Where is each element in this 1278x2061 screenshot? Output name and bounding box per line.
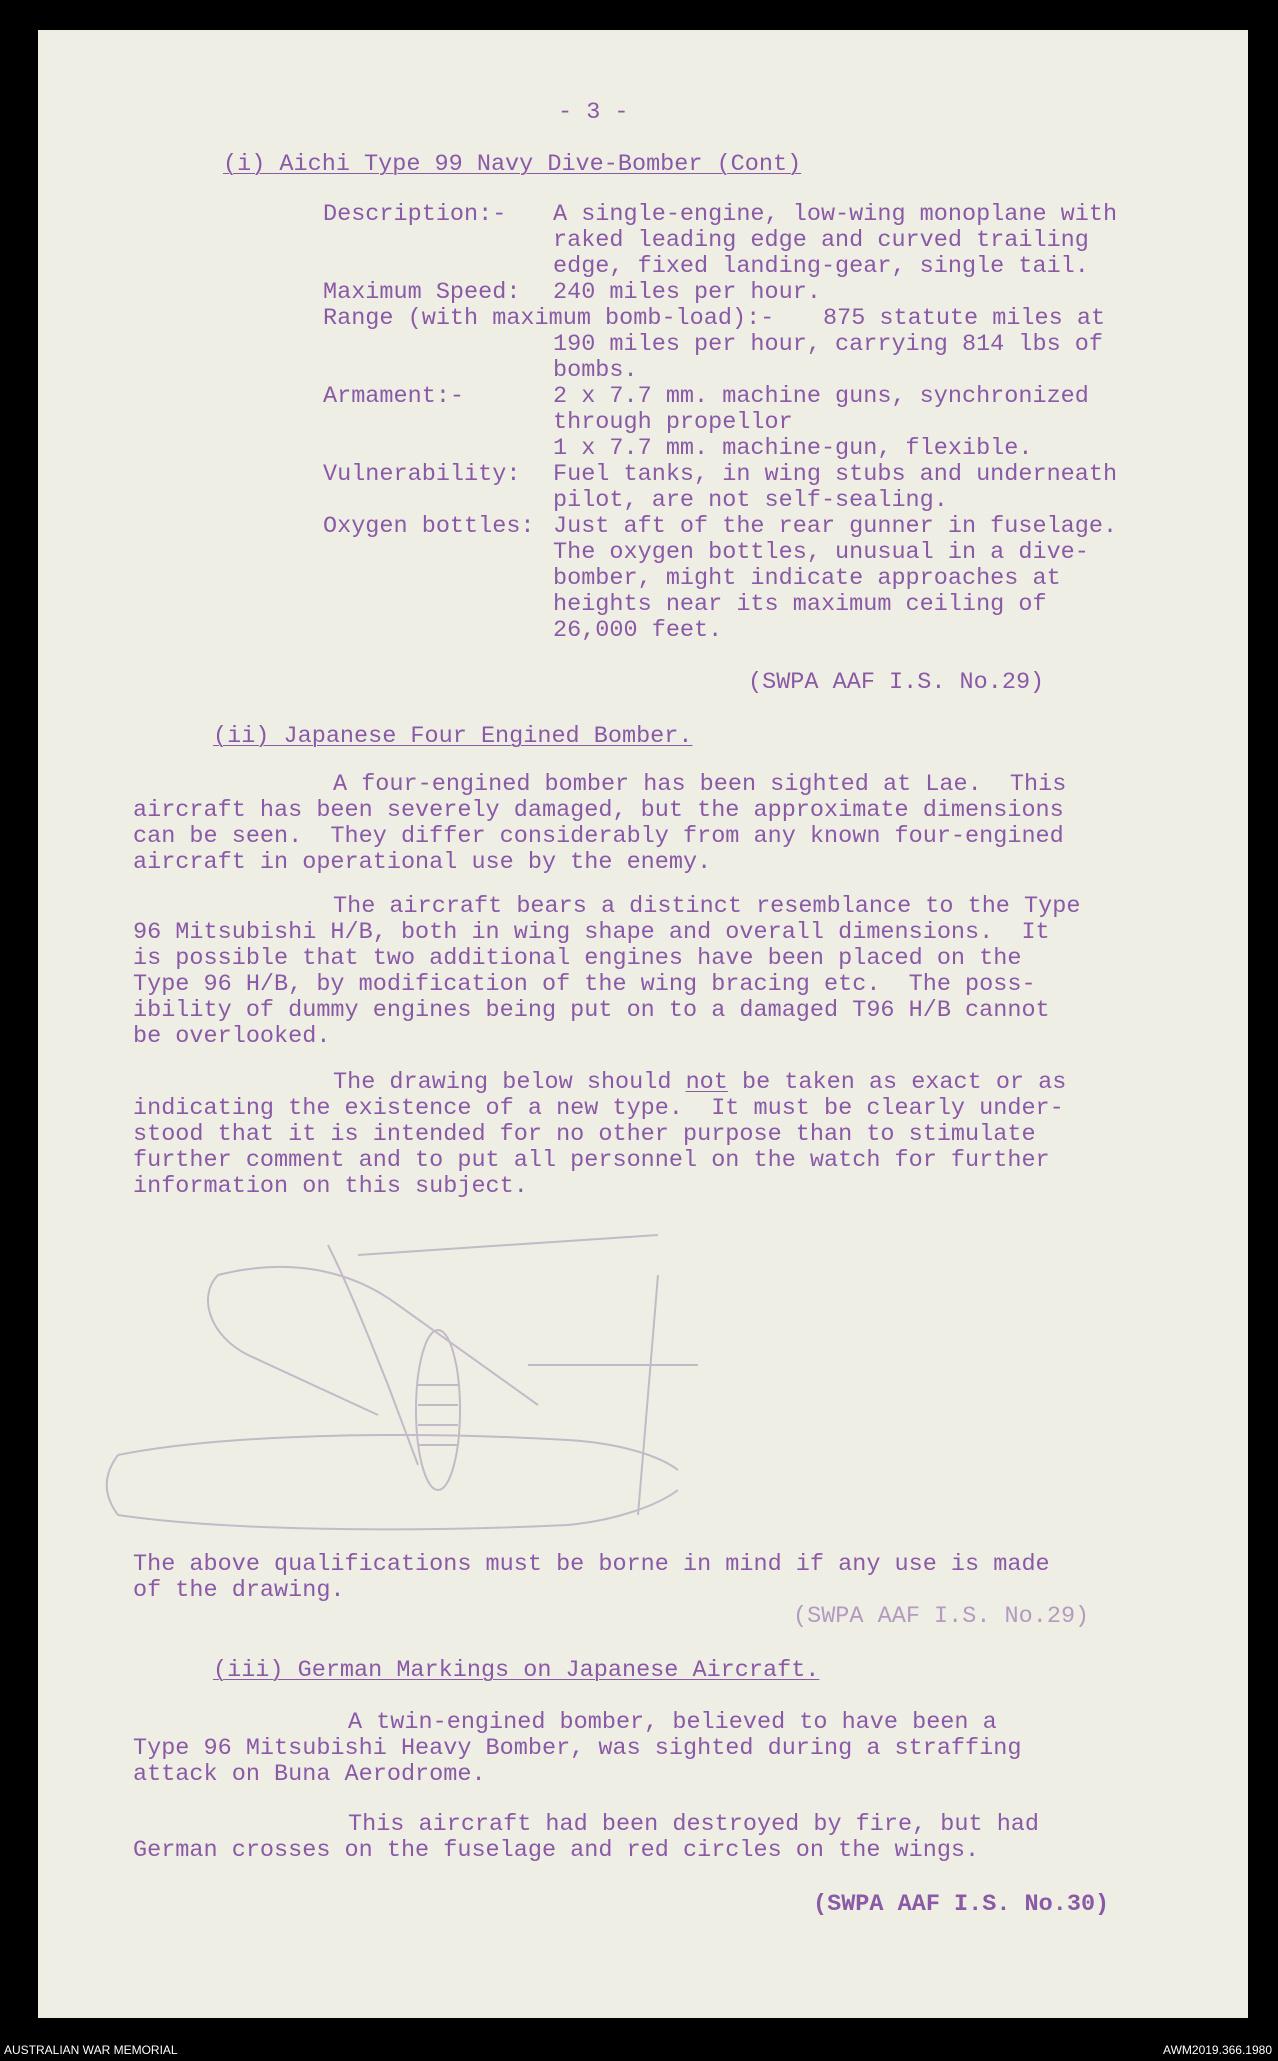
text-line: can be seen. They differ considerably from any known four-engined (133, 823, 1064, 850)
text-line: is possible that two additional engines have been placed on the (133, 945, 1022, 972)
text-line: attack on Buna Aerodrome. (133, 1761, 486, 1788)
text-line: A twin-engined bomber, believed to have been a (348, 1709, 997, 1736)
source-citation: (SWPA AAF I.S. No.29) (793, 1603, 1090, 1630)
spec-value-line: bomber, might indicate approaches at (553, 565, 1061, 592)
text-line: further comment and to put all personnel on the watch for further (133, 1147, 1050, 1174)
spec-value-line: through propellor (553, 409, 793, 436)
text-line: 96 Mitsubishi H/B, both in wing shape and overall dimensions. It (133, 919, 1050, 946)
spec-label-description: Description:- (323, 201, 507, 228)
footer-institution: AUSTRALIAN WAR MEMORIAL (4, 2043, 178, 2057)
spec-label-vulnerability: Vulnerability: (323, 461, 521, 488)
source-citation: (SWPA AAF I.S. No.30) (813, 1891, 1110, 1918)
text-line: German crosses on the fuselage and red circles on the wings. (133, 1837, 980, 1864)
source-citation: (SWPA AAF I.S. No.29) (748, 669, 1045, 696)
page-number: - 3 - (558, 99, 629, 126)
document-page (38, 30, 1248, 2018)
text-line: This aircraft had been destroyed by fire, but had (348, 1811, 1040, 1838)
spec-value-line: 26,000 feet. (553, 617, 723, 644)
text-line: indicating the existence of a new type. It must be clearly under- (133, 1095, 1064, 1122)
archive-footer (0, 2039, 1278, 2061)
text-line: The above qualifications must be borne in mind if any use is made (133, 1551, 1050, 1578)
spec-value-line: Fuel tanks, in wing stubs and underneath (553, 461, 1118, 488)
text-line: aircraft has been severely damaged, but the approximate dimensions (133, 797, 1064, 824)
spec-value-line: edge, fixed landing-gear, single tail. (553, 253, 1089, 280)
section-heading-four-engined: (ii) Japanese Four Engined Bomber. (213, 723, 693, 750)
spec-value-line: 240 miles per hour. (553, 279, 821, 306)
spec-value-line: pilot, are not self-sealing. (553, 487, 948, 514)
text-line: Type 96 H/B, by modification of the wing bracing etc. The poss- (133, 971, 1036, 998)
text-run: The drawing below should (333, 1069, 686, 1096)
text-line: be overlooked. (133, 1023, 331, 1050)
spec-value-line: Just aft of the rear gunner in fuselage. (553, 513, 1118, 540)
aircraft-drawing (98, 1215, 1098, 1555)
text-line: aircraft in operational use by the enemy. (133, 849, 712, 876)
text-line: The aircraft bears a distinct resemblance to the Type (333, 893, 1081, 920)
spec-value-line: 875 statute miles at (823, 305, 1106, 332)
section-heading-german-markings: (iii) German Markings on Japanese Aircraft. (213, 1657, 820, 1684)
spec-label-range: Range (with maximum bomb-load):- (323, 305, 775, 332)
text-line: ibility of dummy engines being put on to a damaged T96 H/B cannot (133, 997, 1050, 1024)
text-line: stood that it is intended for no other purpose than to stimulate (133, 1121, 1036, 1148)
emphasis-not: not (685, 1069, 728, 1096)
section-heading-aichi: (i) Aichi Type 99 Navy Dive-Bomber (Cont) (223, 151, 802, 178)
text-line: information on this subject. (133, 1173, 528, 1200)
spec-value-line: 1 x 7.7 mm. machine-gun, flexible. (553, 435, 1033, 462)
spec-label-armament: Armament:- (323, 383, 465, 410)
footer-accession-number: AWM2019.366.1980 (1163, 2043, 1272, 2057)
text-line (333, 1070, 1066, 1096)
spec-label-speed: Maximum Speed: (323, 279, 521, 306)
spec-value-line: The oxygen bottles, unusual in a dive- (553, 539, 1089, 566)
text-run: be taken as exact or as (727, 1069, 1067, 1096)
spec-value-line: heights near its maximum ceiling of (553, 591, 1047, 618)
spec-value-line: A single-engine, low-wing monoplane with (553, 201, 1118, 228)
spec-value-line: raked leading edge and curved trailing (553, 227, 1089, 254)
text-line: Type 96 Mitsubishi Heavy Bomber, was sighted during a straffing (133, 1735, 1022, 1762)
spec-value-line: bombs. (553, 357, 638, 384)
spec-value-line: 190 miles per hour, carrying 814 lbs of (553, 331, 1103, 358)
spec-value-line: 2 x 7.7 mm. machine guns, synchronized (553, 383, 1089, 410)
spec-label-oxygen: Oxygen bottles: (323, 513, 535, 540)
text-line: of the drawing. (133, 1577, 345, 1604)
text-line: A four-engined bomber has been sighted at Lae. This (333, 771, 1067, 798)
